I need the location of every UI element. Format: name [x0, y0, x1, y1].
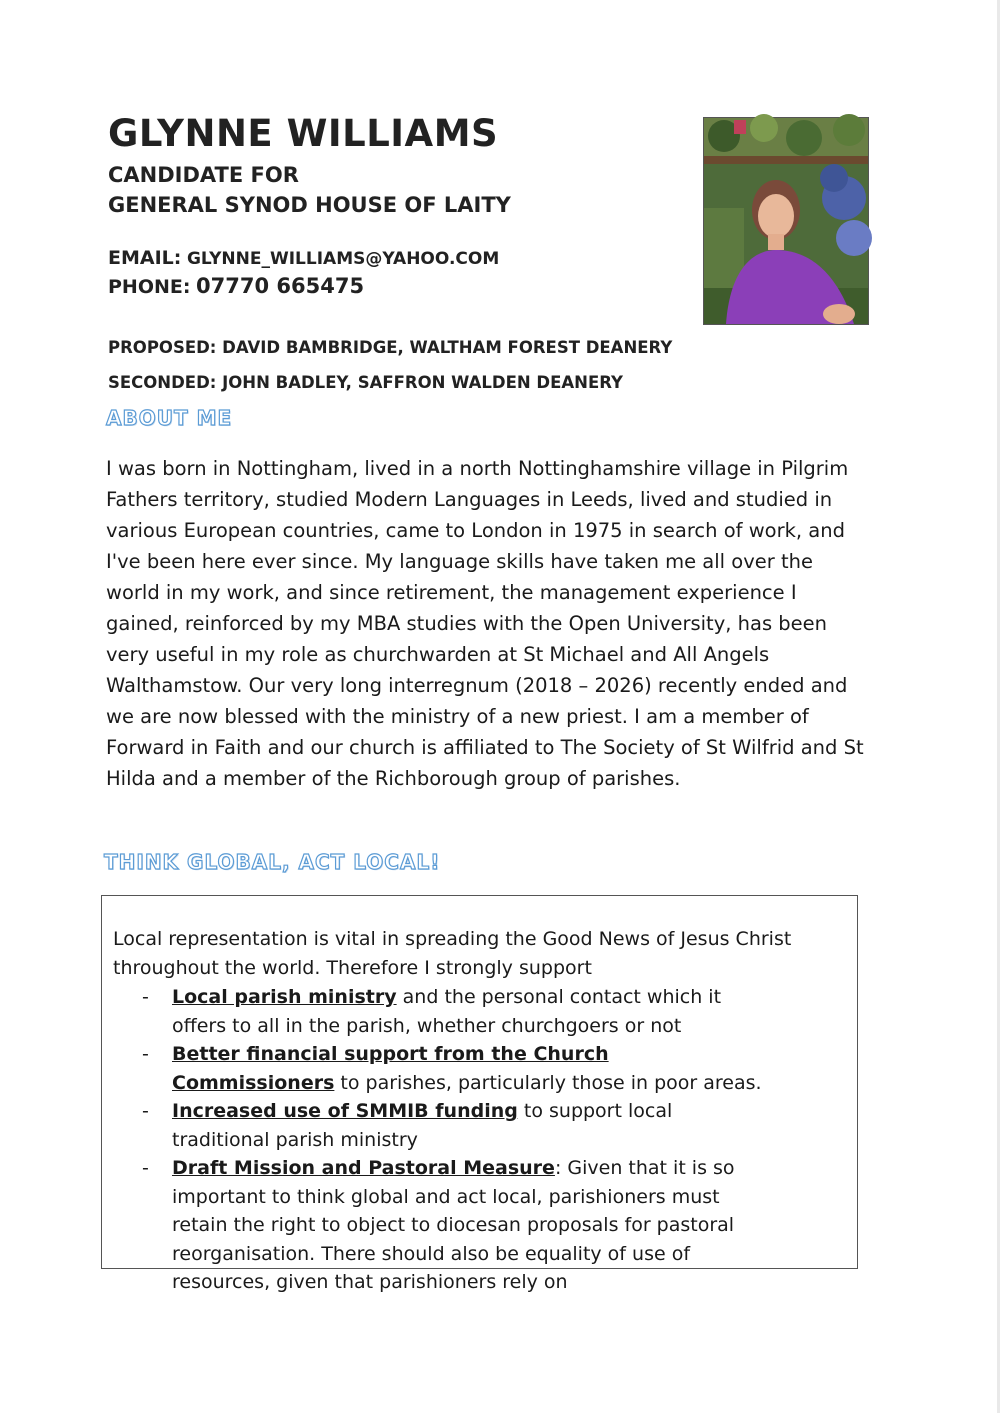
subtitle-line-1: CANDIDATE FOR	[108, 163, 299, 187]
support-intro: Local representation is vital in spreading the Good News of Jesus Christ throughout the world. Therefore I strongly support	[113, 928, 792, 979]
candidate-subtitle	[108, 160, 511, 220]
phone-label: PHONE:	[108, 276, 191, 298]
support-point-key: Draft Mission and Pastoral Measure	[172, 1157, 555, 1179]
support-box	[101, 895, 858, 1293]
support-list	[102, 983, 859, 1297]
support-point-3	[102, 1097, 772, 1154]
support-point-text: to support local traditional parish ministry	[172, 1100, 673, 1151]
support-point-text: : Given that it is so important to think global and act local, parishioners must retain the right to object to diocesan proposals for pastoral reorganisation. There should also be equality of use of resources, given that parishioners rely on	[172, 1157, 735, 1293]
dash-bullet: -	[142, 986, 149, 1008]
support-point-4	[102, 1154, 772, 1297]
contact-block	[108, 244, 499, 300]
support-point-key: Local parish ministry	[172, 986, 397, 1008]
support-point-key: Better financial support from the Church Commissioners	[172, 1043, 609, 1094]
about-me-heading: ABOUT ME	[106, 406, 233, 430]
support-point-text: to parishes, particularly those in poor areas.	[334, 1071, 762, 1094]
phone-number: 07770 665475	[196, 274, 365, 298]
phone-row	[108, 272, 499, 300]
candidate-name: GLYNNE WILLIAMS	[108, 112, 499, 155]
dash-bullet: -	[142, 1043, 149, 1065]
email-row	[108, 244, 499, 272]
support-point-text: and the personal contact which it offers to all in the parish, whether churchgoers or not	[172, 986, 722, 1037]
support-point-2	[102, 1040, 772, 1097]
nominations	[108, 335, 672, 405]
dash-bullet: -	[142, 1100, 149, 1122]
think-global-heading: THINK GLOBAL, ACT LOCAL!	[104, 850, 441, 874]
candidate-photo	[703, 117, 869, 325]
portrait-image	[704, 118, 868, 324]
subtitle-line-2: GENERAL SYNOD HOUSE OF LAITY	[108, 193, 511, 217]
seconded-line: SECONDED: JOHN BADLEY, SAFFRON WALDEN DEANERY	[108, 373, 624, 392]
email-label: EMAIL:	[108, 247, 182, 269]
support-point-key: Increased use of SMMIB funding	[172, 1100, 518, 1122]
dash-bullet: -	[142, 1157, 149, 1179]
support-point-1	[102, 983, 772, 1040]
proposed-line: PROPOSED: DAVID BAMBRIDGE, WALTHAM FOREST DEANERY	[108, 338, 673, 357]
email-address: GLYNNE_WILLIAMS@YAHOO.COM	[186, 249, 500, 269]
about-me-text: I was born in Nottingham, lived in a north Nottinghamshire village in Pilgrim Fathers territory, studied Modern Languages in Leeds, lived and studied in various European countries, came to London in 1975 in search of work, and I've been here ever since. My language skills have taken me all over the world in my work, and since retirement, the management experience I gained, reinforced by my MBA studies with the Open University, has been very useful in my role as churchwarden at St Michael and All Angels Walthamstow. Our very long interregnum (2018 – 2026) recently ended and we are now blessed with the ministry of a new priest. I am a member of Forward in Faith and our church is affiliated to The Society of St Wilfrid and St Hilda and a member of the Richborough group of parishes.	[106, 457, 864, 790]
